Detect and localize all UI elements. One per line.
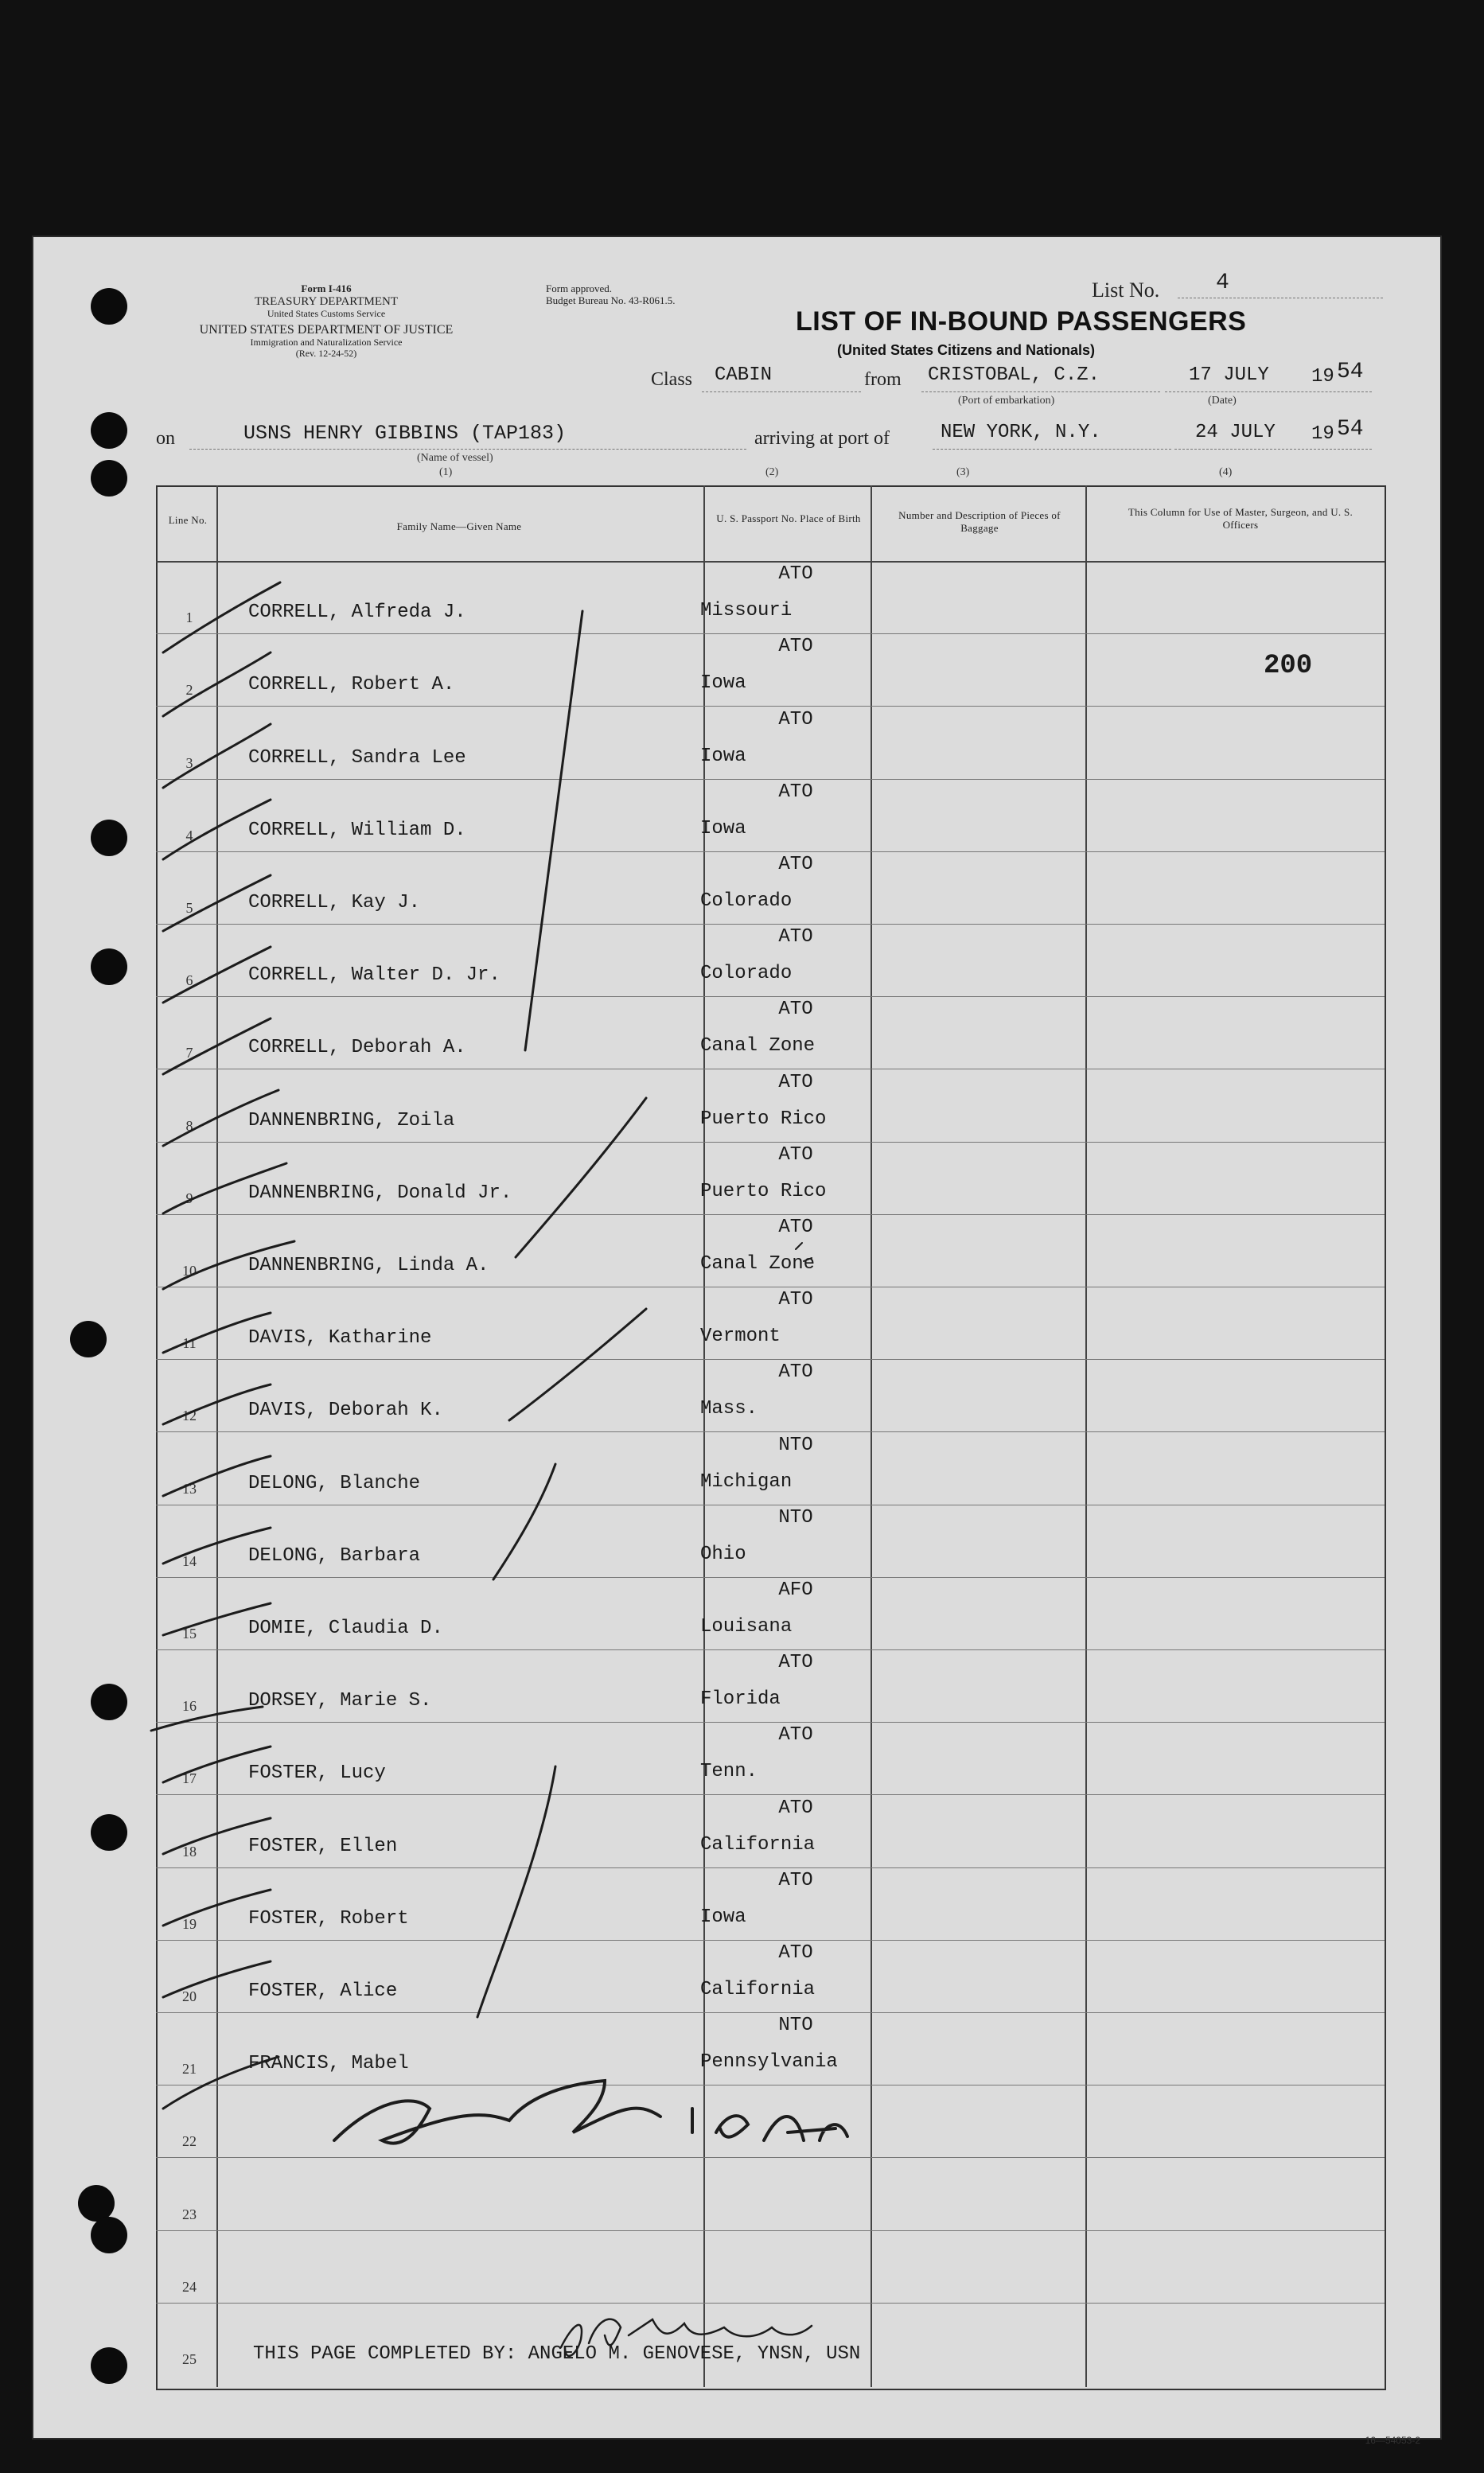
row-line-number: 20 [182,1988,197,2004]
row-line-number: 4 [185,827,193,843]
col-num-3: (3) [956,466,970,478]
checkmark-stroke [163,1090,278,1146]
place-of-birth: Colorado [700,890,793,912]
approval-line: Form approved. [546,282,613,294]
row-line-number: 1 [185,609,193,626]
form-number-label: Form I-416 [301,282,352,294]
passenger-name: DAVIS, Katharine [248,1327,432,1349]
place-of-birth: Iowa [700,817,746,839]
place-of-birth: Tenn. [700,1761,758,1783]
row-line-number: 23 [182,2206,197,2222]
form-number: 16—54053-2 [1365,2435,1420,2446]
row-line-number: 25 [182,2351,197,2367]
checkmark-stroke [163,1384,271,1424]
depart-date: 17 JULY [1189,364,1269,386]
checkmark-stroke [163,1961,271,1997]
col-header-baggage: Number and Description of Pieces of Baggage [898,509,1061,534]
class-label: Class [651,369,693,390]
passenger-name: DELONG, Barbara [248,1544,421,1567]
on-label: on [156,428,175,449]
bracket-stroke [516,1098,646,1257]
passport-code: NTO [778,2015,813,2037]
checkmark-stroke [163,947,271,1003]
passenger-name: FOSTER, Lucy [248,1762,386,1785]
passenger-name: DANNENBRING, Linda A. [248,1255,489,1276]
passenger-name: DAVIS, Deborah K. [248,1400,443,1422]
bracket-stroke [493,1464,555,1579]
checkmark-stroke [163,1241,294,1289]
bracket-stroke [525,611,582,1050]
row-line-number: 3 [185,754,193,771]
initials-signature [561,2319,812,2356]
checkmark-stroke [163,1528,271,1564]
page-title: LIST OF IN-BOUND PASSENGERS [796,306,1247,337]
row-line-number: 12 [182,1408,197,1424]
passenger-name: FRANCIS, Mabel [248,2053,409,2075]
row-line-number: 9 [185,1190,193,1206]
place-of-birth: Florida [700,1688,781,1711]
passenger-name: FOSTER, Ellen [248,1835,398,1857]
passenger-name: DORSEY, Marie S. [248,1690,432,1712]
place-of-birth: Canal Zone [700,1035,816,1057]
depart-year-prefix: 19 [1311,366,1334,388]
checkmark-stroke [163,875,271,931]
place-of-birth: Pennsylvania [700,2051,838,2074]
arrival-year-prefix: 19 [1311,423,1334,445]
completed-by-line: THIS PAGE COMPLETED BY: ANGELO M. GENOVESE, YNSN, USN [253,2343,861,2365]
checkmark-stroke [163,2057,278,2109]
passport-code: ATO [778,999,813,1021]
from-label: from [864,369,902,390]
checkmark-stroke [151,1707,263,1731]
vessel-name: USNS HENRY GIBBINS (TAP183) [243,422,567,445]
page-subtitle: (United States Citizens and Nationals) [837,342,1096,358]
port-caption: (Port of embarkation) [958,395,1055,407]
checkmark-stroke [163,1018,271,1074]
col-header-line: Line No. [168,514,208,526]
checkmark-stroke [163,1747,271,1782]
arriving-label: arriving at port of [754,428,890,449]
checkmark-stroke [163,652,271,716]
row-line-number: 14 [182,1552,197,1569]
col-header-passport: U. S. Passport No. Place of Birth [716,512,861,524]
bracket-stroke [509,1309,646,1420]
row-line-number: 13 [182,1480,197,1497]
passport-code: ATO [778,1724,813,1747]
class-value: CABIN [715,364,773,386]
passenger-name: DANNENBRING, Zoila [248,1109,455,1131]
passport-code: ATO [778,781,813,803]
vessel-caption: (Name of vessel) [417,452,493,464]
passenger-name: DELONG, Blanche [248,1472,421,1494]
col-num-1: (1) [439,466,453,478]
passport-code: ATO [778,1289,813,1311]
col-header-name: Family Name—Given Name [396,520,522,532]
passport-code: ATO [778,1942,813,1964]
passenger-name: CORRELL, Walter D. Jr. [248,964,501,987]
row-line-number: 16 [182,1698,197,1715]
checkmark-stroke [163,1603,271,1635]
passport-code: ATO [778,563,813,586]
passport-code: ATO [778,1361,813,1384]
place-of-birth: Missouri [700,600,793,622]
stamp-mark [796,1243,812,1261]
list-no-value: 4 [1216,271,1229,295]
row-line-number: 7 [185,1045,193,1061]
checkmark-stroke [163,724,271,788]
place-of-birth: Puerto Rico [700,1108,827,1130]
place-of-birth: Ohio [700,1543,746,1565]
passenger-name: DOMIE, Claudia D. [248,1618,443,1639]
passport-code: ATO [778,1071,813,1093]
passenger-name: CORRELL, Kay J. [248,892,421,913]
place-of-birth: Canal Zone [700,1253,816,1275]
list-no-label: List No. [1092,278,1160,302]
place-of-birth: Iowa [700,745,746,767]
row-line-number: 6 [185,972,193,989]
from-value: CRISTOBAL, C.Z. [928,364,1100,386]
row-line-number: 22 [182,2133,197,2150]
col-header-officers: This Column for Use of Master, Surgeon, and U. S. Officers [1128,506,1354,531]
ins-label: Immigration and Naturalization Service [250,337,403,349]
passenger-name: DANNENBRING, Donald Jr. [248,1182,512,1204]
checkmark-stroke [163,1163,286,1213]
row-line-number: 19 [182,1915,197,1932]
checkmark-stroke [163,582,280,652]
justice-label: UNITED STATES DEPARTMENT OF JUSTICE [199,322,454,337]
place-of-birth: Mass. [700,1398,758,1420]
checkmark-stroke [163,1818,271,1854]
passenger-name: CORRELL, Deborah A. [248,1037,466,1059]
budget-bureau-line: Budget Bureau No. 43-R061.5. [546,294,676,306]
col-num-4: (4) [1219,466,1233,478]
passport-code: NTO [778,1506,813,1529]
row-line-number: 8 [185,1117,193,1134]
row-line-number: 18 [182,1843,197,1860]
checkmark-stroke [163,1890,271,1926]
row-line-number: 10 [182,1263,197,1279]
dept-label: TREASURY DEPARTMENT [254,294,399,308]
passport-code: ATO [778,708,813,730]
row-line-number: 24 [182,2278,197,2295]
revision-label: (Rev. 12-24-52) [295,348,357,360]
place-of-birth: Michigan [700,1470,793,1493]
passport-code: ATO [778,1217,813,1238]
passenger-name: CORRELL, Sandra Lee [248,746,466,769]
col-num-2: (2) [765,466,779,478]
row-line-number: 5 [185,900,193,916]
passport-code: ATO [778,1143,813,1166]
place-of-birth: Louisana [700,1616,793,1638]
passport-code: ATO [778,1652,813,1674]
passport-code: ATO [778,1869,813,1891]
arrival-year: 54 [1337,417,1364,442]
row-line-number: 21 [182,2061,197,2078]
row-line-number: 2 [185,682,193,699]
officer-note: 200 [1264,651,1313,681]
signature-scribble [334,2081,847,2144]
row-line-number: 11 [182,1335,197,1352]
passport-code: ATO [778,1797,813,1819]
passport-code: NTO [778,1434,813,1456]
place-of-birth: Vermont [700,1326,781,1348]
row-line-number: 15 [182,1626,197,1642]
passport-code: ATO [778,926,813,948]
passenger-name: CORRELL, Robert A. [248,674,455,696]
place-of-birth: Puerto Rico [700,1180,827,1202]
place-of-birth: Colorado [700,963,793,985]
passenger-name: CORRELL, William D. [248,819,466,841]
checkmark-stroke [163,1313,271,1353]
arrival-date: 24 JULY [1195,422,1276,443]
row-line-number: 17 [182,1770,197,1787]
checkmark-stroke [163,1456,271,1496]
place-of-birth: Iowa [700,1906,746,1928]
place-of-birth: California [700,1833,816,1856]
passenger-name: CORRELL, Alfreda J. [248,602,466,624]
passport-code: ATO [778,854,813,875]
passport-code: ATO [778,636,813,658]
passport-code: AFO [778,1579,813,1601]
service-label: United States Customs Service [267,308,386,320]
bracket-stroke [477,1766,555,2017]
arrival-port: NEW YORK, N.Y. [941,422,1101,443]
passenger-name: FOSTER, Alice [248,1980,398,2002]
date-caption: (Date) [1208,395,1237,407]
depart-year: 54 [1337,360,1364,384]
checkmark-stroke [163,800,271,859]
place-of-birth: Iowa [700,672,746,695]
passenger-name: FOSTER, Robert [248,1907,409,1930]
place-of-birth: California [700,1979,816,2000]
